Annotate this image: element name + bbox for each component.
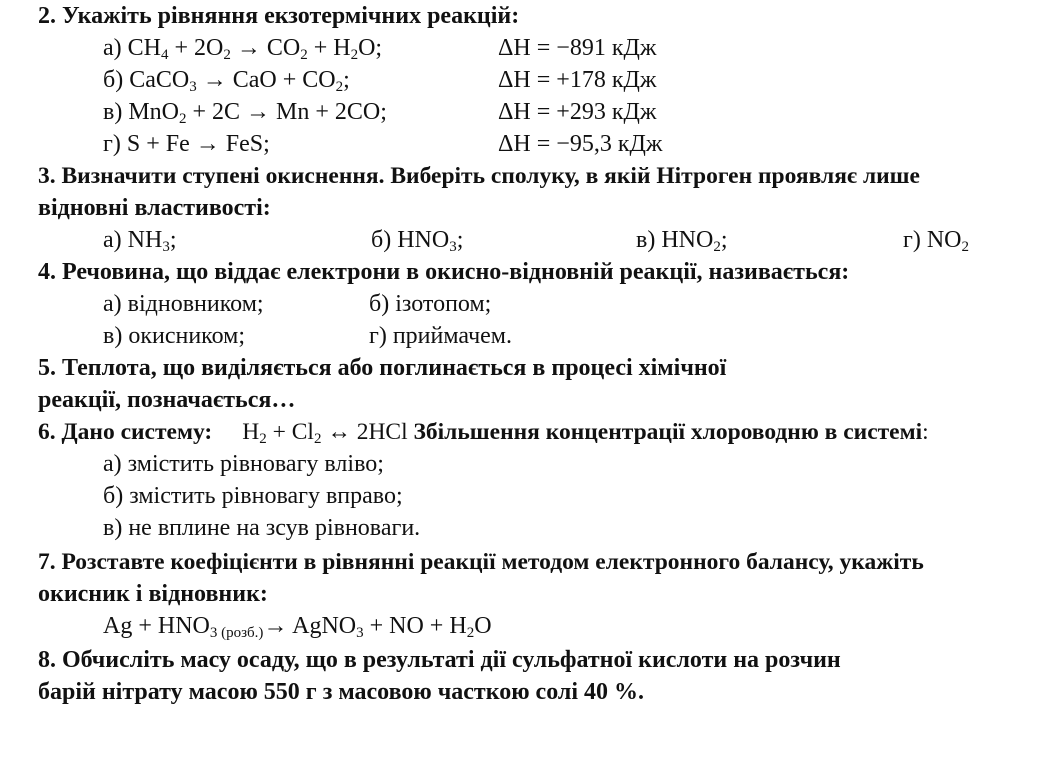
subscript: 4 <box>161 47 169 63</box>
formula-text: → AgNO <box>263 613 357 639</box>
subscript: 2 <box>961 239 970 255</box>
formula-text: S + Fe → FeS; <box>126 131 270 157</box>
q6-option-c: в) не вплине на зсув рівноваги. <box>103 515 421 541</box>
q2-enthalpy-c: ΔH = +293 кДж <box>498 99 657 125</box>
equation <box>127 131 270 157</box>
q2-option-c: в) MnO$_2$ + 2C → Mn + 2CO; <box>103 99 387 127</box>
formula <box>927 227 969 253</box>
formula-text: HNO <box>397 227 450 253</box>
formula-text: ; <box>169 227 177 253</box>
subscript: 2 <box>335 79 344 95</box>
formula-text: + 2O <box>168 35 224 61</box>
q2-option-b: б) CaCO$_3$ → CaO + $CO_2$; <box>103 67 350 95</box>
q6-option-b: б) змістить рівновагу вправо; <box>103 483 403 509</box>
equation <box>129 67 350 93</box>
question-3-title: 3. Визначити ступені окиснення. Виберіть сполуку, в якій Нітроген проявляє лише <box>38 163 920 189</box>
formula-text: MnO <box>128 99 179 125</box>
question-5-title: 5. Теплота, що виділяється або поглинається в процесі хімічної <box>38 355 727 381</box>
formula-text: + 2C → Mn + 2CO; <box>186 99 387 125</box>
q4-option-c: в) окисником; <box>103 323 246 349</box>
formula-text: O; <box>358 35 383 61</box>
formula <box>661 227 727 253</box>
formula <box>128 227 177 253</box>
q2-option-a: а) $CH_4 + 2O_2 \to CO_2 + H_2O$; <box>103 35 383 63</box>
formula-text: CH <box>127 35 161 61</box>
subscript: 2 <box>259 431 267 447</box>
formula-text: + H <box>307 35 351 61</box>
subscript: 2 <box>223 47 231 63</box>
subscript: 2 <box>466 625 475 641</box>
q2-enthalpy-a: ΔH = −891 кДж <box>498 35 657 61</box>
formula-text: → CaO + CO <box>196 67 336 93</box>
equation <box>242 419 407 445</box>
subscript: 3 <box>449 239 457 255</box>
formula-text: HNO <box>661 227 714 253</box>
subscript: 3 <box>356 625 364 641</box>
question-8-title: 8. Обчисліть масу осаду, що в результаті дії сульфатної кислоти на розчин <box>38 647 841 673</box>
subscript: 3 <box>189 79 197 95</box>
q6-option-a: а) змістить рівновагу вліво; <box>103 451 384 477</box>
subscript: 3 <box>162 239 170 255</box>
q4-option-b: б) ізотопом; <box>369 291 492 317</box>
q4-option-d: г) приймачем. <box>369 323 512 349</box>
formula-text: + NO + H <box>363 613 467 639</box>
formula-text: CaCO <box>129 67 190 93</box>
formula-text: ; <box>720 227 728 253</box>
q3-option-d: г) $NO_2$ <box>903 227 970 255</box>
question-3-title-cont: відновні властивості: <box>38 195 271 221</box>
q2-enthalpy-d: ΔH = −95,3 кДж <box>498 131 663 157</box>
q7-equation <box>103 610 492 642</box>
subscript: 2 <box>179 111 187 127</box>
question-7-title-cont: окисник і відновник: <box>38 581 268 607</box>
question-2-title: 2. Укажіть рівняння екзотермічних реакцій: <box>38 3 520 29</box>
formula-text: Ag + HNO <box>103 613 210 639</box>
subscript: 2 <box>350 47 359 63</box>
question-8-title-cont: барій нітрату масою 550 г з масовою часткою солі 40 %. <box>38 679 645 705</box>
equation <box>128 99 387 125</box>
formula-text: ↔ 2HCl <box>321 419 408 445</box>
q4-option-a: а) відновником; <box>103 291 264 317</box>
formula-text: ; <box>343 67 350 93</box>
question-5-title-cont: реакції, позначається… <box>38 387 296 413</box>
formula-text: NH <box>127 227 163 253</box>
subscript: 2 <box>713 239 721 255</box>
q3-option-a: а) $NH_3$; <box>103 227 177 255</box>
subscript: 2 <box>300 47 308 63</box>
question-7-title: 7. Розставте коефіцієнти в рівнянні реакції методом електронного балансу, укажіть <box>38 549 924 575</box>
q2-enthalpy-b: ΔH = +178 кДж <box>498 67 657 93</box>
formula-text: ; <box>456 227 464 253</box>
formula <box>397 227 463 253</box>
formula-text: O <box>474 613 492 639</box>
subscript: 2 <box>313 431 322 447</box>
formula-text: → CO <box>230 35 301 61</box>
q3-option-b: б) $HNO_3$; <box>371 227 464 255</box>
equation <box>103 613 492 639</box>
question-6-title: 6. Дано систему: $H_2 + Cl_2$ ↔ 2HCl Збільшення концентрації хлороводню в системі: <box>38 419 929 447</box>
q3-option-c: в) $HNO_2$; <box>636 227 728 255</box>
formula-text: H <box>242 419 260 445</box>
formula-text: NO <box>926 227 962 253</box>
subscript: 3 (розб.) <box>209 625 264 641</box>
q2-option-d: г) S + Fe → FeS; <box>103 131 270 157</box>
formula-text: + Cl <box>266 419 314 445</box>
question-4-title: 4. Речовина, що віддає електрони в окисно-відновній реакції, називається: <box>38 259 850 285</box>
equation <box>128 35 382 61</box>
